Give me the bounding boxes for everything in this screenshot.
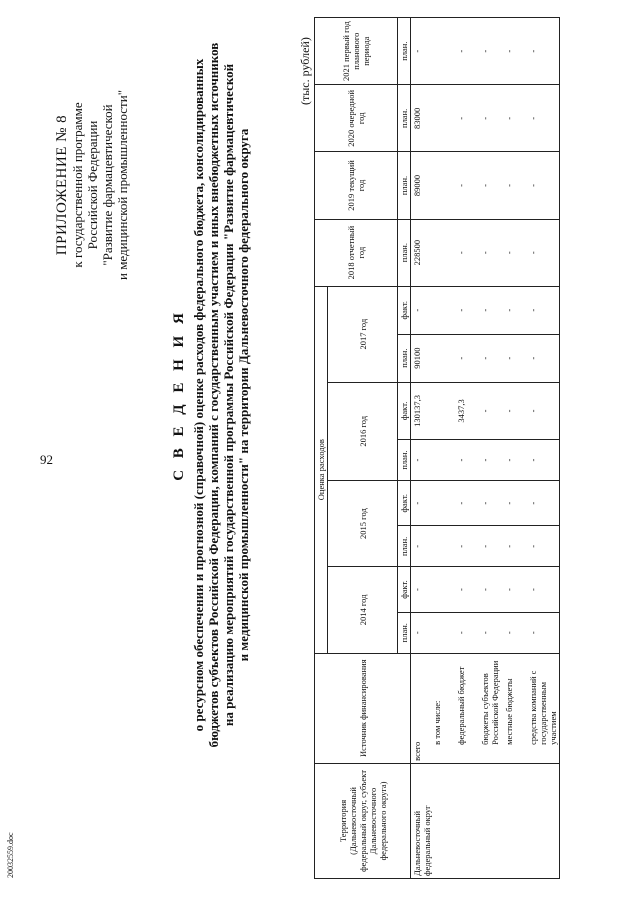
value-cell: - <box>527 18 560 85</box>
value-cell: - <box>503 334 527 382</box>
header-territory: Территория (Дальневосточный федеральный округ, субъект Дальневосточного федерального округа) <box>315 763 411 878</box>
table-row <box>411 18 432 879</box>
value-cell: 130137,3 <box>411 382 432 440</box>
value-cell: - <box>479 567 503 613</box>
value-cell <box>431 219 455 286</box>
appendix-title: ПРИЛОЖЕНИЕ № 8 <box>54 114 70 256</box>
value-cell: - <box>527 334 560 382</box>
value-cell <box>431 382 455 440</box>
header-year-2019: 2019 текущий год <box>315 152 398 219</box>
table-body <box>411 18 560 879</box>
appendix-line: "Развитие фармацевтической <box>100 104 115 266</box>
value-cell: 90100 <box>411 334 432 382</box>
value-cell: - <box>411 526 432 567</box>
header-plan: план. <box>398 334 411 382</box>
value-cell: - <box>455 152 479 219</box>
table-row <box>503 18 527 879</box>
value-cell: - <box>479 334 503 382</box>
value-cell: - <box>527 440 560 481</box>
value-cell <box>431 480 455 526</box>
value-cell: - <box>503 286 527 334</box>
value-cell <box>431 567 455 613</box>
value-cell: - <box>455 18 479 85</box>
value-cell: - <box>527 85 560 152</box>
value-cell: 228500 <box>411 219 432 286</box>
value-cell: - <box>527 480 560 526</box>
value-cell: - <box>503 18 527 85</box>
header-fact: факт. <box>398 382 411 440</box>
source-label: местные бюджеты <box>503 653 527 763</box>
header-year-2014: 2014 год <box>328 567 398 653</box>
heading-line: бюджетов субъектов Российской Федерации, компаний с государственным участием и иных внебюджетных источников <box>206 42 221 748</box>
value-cell: 89000 <box>411 152 432 219</box>
appendix-line: и медицинской промышленности" <box>115 90 130 280</box>
header-plan: план. <box>398 85 411 152</box>
value-cell: 3437,3 <box>455 382 479 440</box>
header-plan: план. <box>398 219 411 286</box>
value-cell: - <box>527 219 560 286</box>
header-plan: план. <box>398 526 411 567</box>
value-cell <box>431 526 455 567</box>
value-cell: - <box>455 219 479 286</box>
value-cell: - <box>527 567 560 613</box>
value-cell: - <box>411 440 432 481</box>
value-cell: - <box>503 85 527 152</box>
header-estimate: Оценка расходов <box>315 286 328 653</box>
value-cell: - <box>503 612 527 653</box>
value-cell: - <box>411 286 432 334</box>
header-year-2020: 2020 очередной год <box>315 85 398 152</box>
units-label: (тыс. рублей) <box>298 37 312 105</box>
territory-cell: Дальневосточный федеральный округ <box>411 763 560 878</box>
value-cell: - <box>479 85 503 152</box>
value-cell: - <box>479 526 503 567</box>
value-cell: - <box>503 480 527 526</box>
value-cell: - <box>455 334 479 382</box>
header-plan: план. <box>398 152 411 219</box>
heading-line: о ресурсном обеспечении и прогнозной (справочной) оценке расходов федерального бюджета, консолидированных <box>191 58 206 732</box>
value-cell: 83000 <box>411 85 432 152</box>
value-cell: - <box>503 152 527 219</box>
value-cell: - <box>455 440 479 481</box>
value-cell <box>431 612 455 653</box>
value-cell: - <box>479 480 503 526</box>
header-plan: план. <box>398 440 411 481</box>
value-cell: - <box>527 286 560 334</box>
value-cell: - <box>455 480 479 526</box>
header-year-2016: 2016 год <box>328 382 398 480</box>
value-cell <box>431 18 455 85</box>
header-year-2015: 2015 год <box>328 480 398 566</box>
page-number: 92 <box>40 452 53 467</box>
value-cell: - <box>411 567 432 613</box>
table-row <box>431 18 455 879</box>
value-cell: - <box>527 612 560 653</box>
value-cell: - <box>455 286 479 334</box>
value-cell: - <box>479 286 503 334</box>
header-source: Источник финансирования <box>315 653 411 763</box>
value-cell <box>431 85 455 152</box>
resource-table <box>314 17 560 879</box>
source-label: в том числе: <box>431 653 455 763</box>
value-cell: - <box>411 480 432 526</box>
value-cell: - <box>479 219 503 286</box>
value-cell: - <box>527 382 560 440</box>
appendix-block <box>55 25 130 345</box>
header-plan: план. <box>398 18 411 85</box>
header-year-2017: 2017 год <box>328 286 398 382</box>
table-row <box>455 18 479 879</box>
source-label: всего <box>411 653 432 763</box>
value-cell: - <box>455 612 479 653</box>
source-label: средства компаний с государственным участием <box>527 653 560 763</box>
value-cell: - <box>479 152 503 219</box>
value-cell: - <box>503 382 527 440</box>
table-row <box>479 18 503 879</box>
value-cell: - <box>411 18 432 85</box>
value-cell: - <box>527 152 560 219</box>
value-cell: - <box>527 526 560 567</box>
value-cell <box>431 440 455 481</box>
appendix-line: к государственной программе <box>70 102 85 268</box>
footer-file-name: 20032559.doc <box>6 832 15 878</box>
value-cell: - <box>479 612 503 653</box>
heading-line: на реализацию мероприятий государственной программы Российской Федерации "Развитие фармацевтической <box>221 63 236 727</box>
value-cell <box>431 334 455 382</box>
value-cell: - <box>503 219 527 286</box>
value-cell: - <box>503 526 527 567</box>
document-heading <box>172 15 251 775</box>
value-cell: - <box>503 567 527 613</box>
value-cell: - <box>479 18 503 85</box>
source-label: бюджеты субъектов Российской Федерации <box>479 653 503 763</box>
header-fact: факт. <box>398 286 411 334</box>
value-cell: - <box>455 567 479 613</box>
header-fact: факт. <box>398 480 411 526</box>
header-year-2018: 2018 отчетный год <box>315 219 398 286</box>
header-year-2021: 2021 первый год планового периода <box>315 18 398 85</box>
header-fact: факт. <box>398 567 411 613</box>
value-cell: - <box>479 440 503 481</box>
value-cell: - <box>503 440 527 481</box>
heading-line: и медицинской промышленности" на территории Дальневосточного федерального округа <box>236 128 251 662</box>
value-cell: - <box>479 382 503 440</box>
value-cell: - <box>455 526 479 567</box>
header-plan: план. <box>398 612 411 653</box>
value-cell <box>431 286 455 334</box>
heading-title: С В Е Д Е Н И Я <box>171 309 187 481</box>
value-cell: - <box>455 85 479 152</box>
source-label: федеральный бюджет <box>455 653 479 763</box>
appendix-line: Российской Федерации <box>85 120 100 250</box>
value-cell: - <box>411 612 432 653</box>
value-cell <box>431 152 455 219</box>
table-row <box>527 18 560 879</box>
